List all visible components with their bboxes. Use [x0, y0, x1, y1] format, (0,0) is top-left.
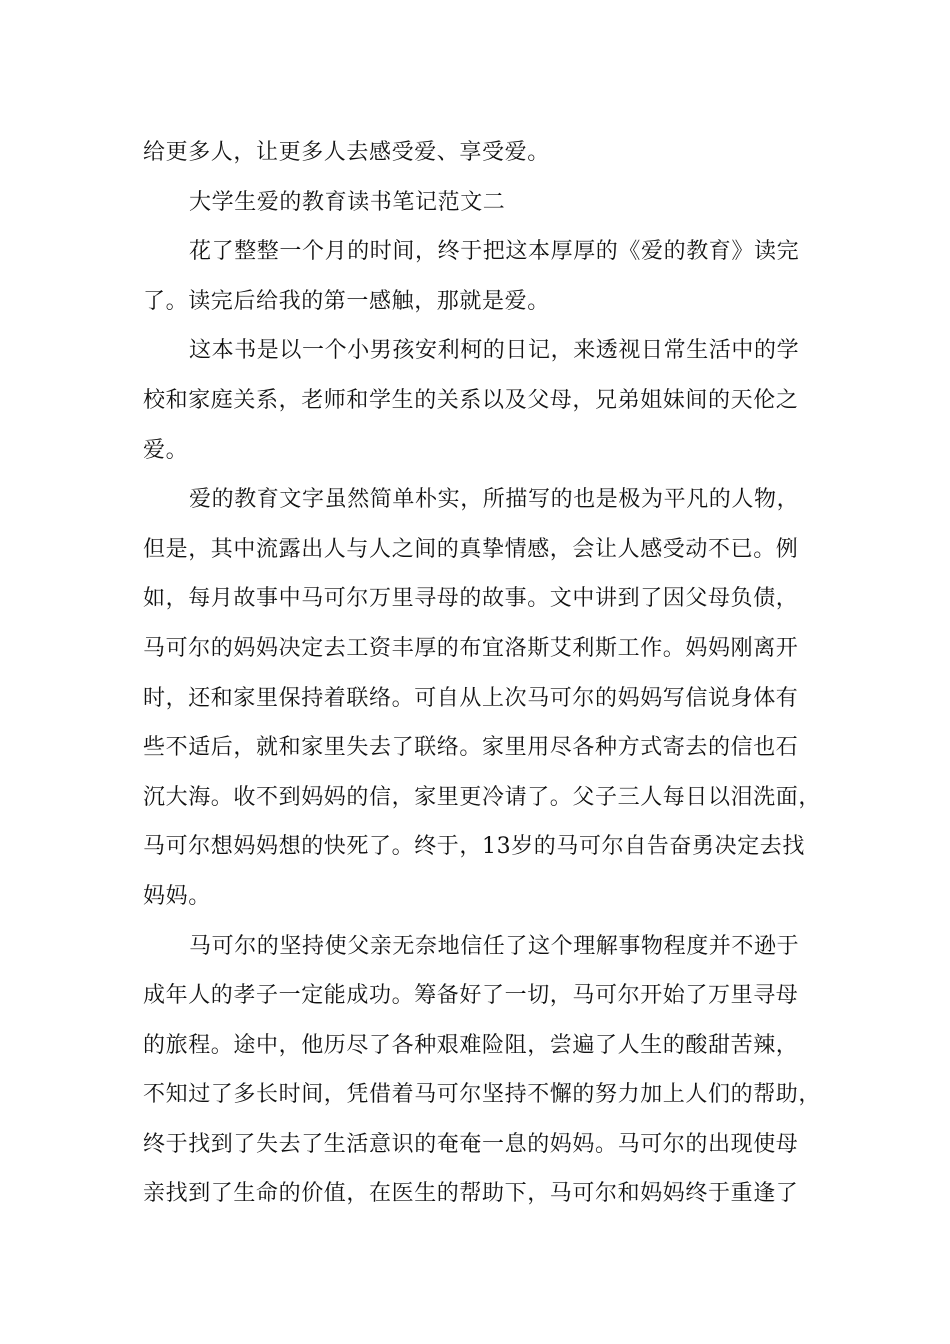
text-line: 爱。	[143, 437, 189, 463]
section-title: 大学生爱的教育读书笔记范文二	[189, 189, 506, 215]
text-line: 爱的教育文字虽然简单朴实，所描写的也是极为平凡的人物，	[189, 487, 800, 513]
text-line: 成年人的孝子一定能成功。筹备好了一切，马可尔开始了万里寻母	[143, 983, 799, 1009]
text-line: 给更多人，让更多人去感受爱、享受爱。	[143, 140, 550, 165]
text-line: 这本书是以一个小男孩安利柯的日记，来透视日常生活中的学	[189, 338, 800, 364]
text-line: 的旅程。途中，他历尽了各种艰难险阻，尝遍了人生的酸甜苦辣，	[143, 1032, 799, 1058]
text-line: 亲找到了生命的价值，在医生的帮助下，马可尔和妈妈终于重逢了	[143, 1181, 799, 1207]
text-line: 如，每月故事中马可尔万里寻母的故事。文中讲到了因父母负债，	[143, 586, 799, 612]
text-line: 时，还和家里保持着联络。可自从上次马可尔的妈妈写信说身体有	[143, 685, 799, 711]
text-line: 沉大海。收不到妈妈的信，家里更冷请了。父子三人每日以泪洗面，	[143, 784, 822, 810]
text-line: 马可尔的妈妈决定去工资丰厚的布宜洛斯艾利斯工作。妈妈刚离开	[143, 635, 799, 661]
text-line: 终于找到了失去了生活意识的奄奄一息的妈妈。马可尔的出现使母	[143, 1131, 799, 1157]
text-line: 些不适后，就和家里失去了联络。家里用尽各种方式寄去的信也石	[143, 735, 799, 761]
text-line: 马可尔的坚持使父亲无奈地信任了这个理解事物程度并不逊于	[189, 933, 800, 959]
text-line: 不知过了多长时间，凭借着马可尔坚持不懈的努力加上人们的帮助，	[143, 1082, 822, 1108]
text-line: 马可尔想妈妈想的快死了。终于，13岁的马可尔自告奋勇决定去找	[143, 834, 805, 860]
text-line: 校和家庭关系，老师和学生的关系以及父母，兄弟姐妹间的天伦之	[143, 387, 799, 413]
document-body	[143, 128, 822, 1219]
text-line: 花了整整一个月的时间，终于把这本厚厚的《爱的教育》读完	[189, 239, 800, 265]
text-line: 了。读完后给我的第一感触，那就是爱。	[143, 288, 550, 314]
text-line: 但是，其中流露出人与人之间的真挚情感，会让人感受动不已。例	[143, 536, 799, 562]
text-line: 妈妈。	[143, 883, 211, 909]
